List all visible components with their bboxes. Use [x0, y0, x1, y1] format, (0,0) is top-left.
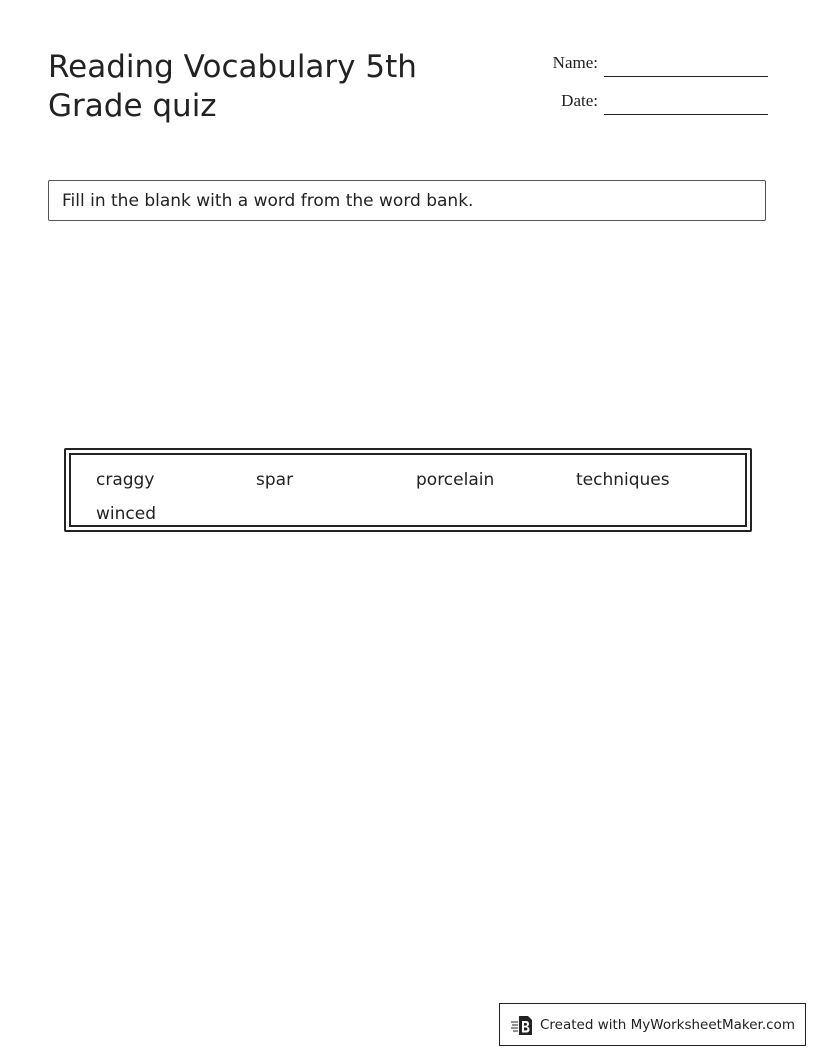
footer-credit	[499, 1003, 806, 1046]
page-title: Reading Vocabulary 5th Grade quiz	[48, 49, 417, 124]
name-label: Name:	[552, 53, 598, 72]
footer-text: Created with MyWorksheetMaker.com	[540, 1016, 795, 1033]
name-line	[604, 76, 768, 77]
worksheet-maker-logo-icon	[510, 1013, 534, 1037]
word-bank-word: techniques	[576, 470, 670, 490]
word-bank-word: porcelain	[416, 470, 495, 490]
name-field	[520, 53, 768, 77]
instructions-box: Fill in the blank with a word from the word bank.	[48, 180, 766, 221]
date-field	[520, 91, 768, 115]
date-label: Date:	[561, 91, 598, 110]
word-bank-word: spar	[256, 470, 294, 490]
word-bank-inner-frame	[69, 453, 747, 527]
word-bank	[64, 448, 752, 532]
date-line	[604, 114, 768, 115]
word-bank-word: craggy	[96, 470, 155, 490]
word-bank-list	[96, 463, 736, 531]
word-bank-word: winced	[96, 504, 156, 524]
